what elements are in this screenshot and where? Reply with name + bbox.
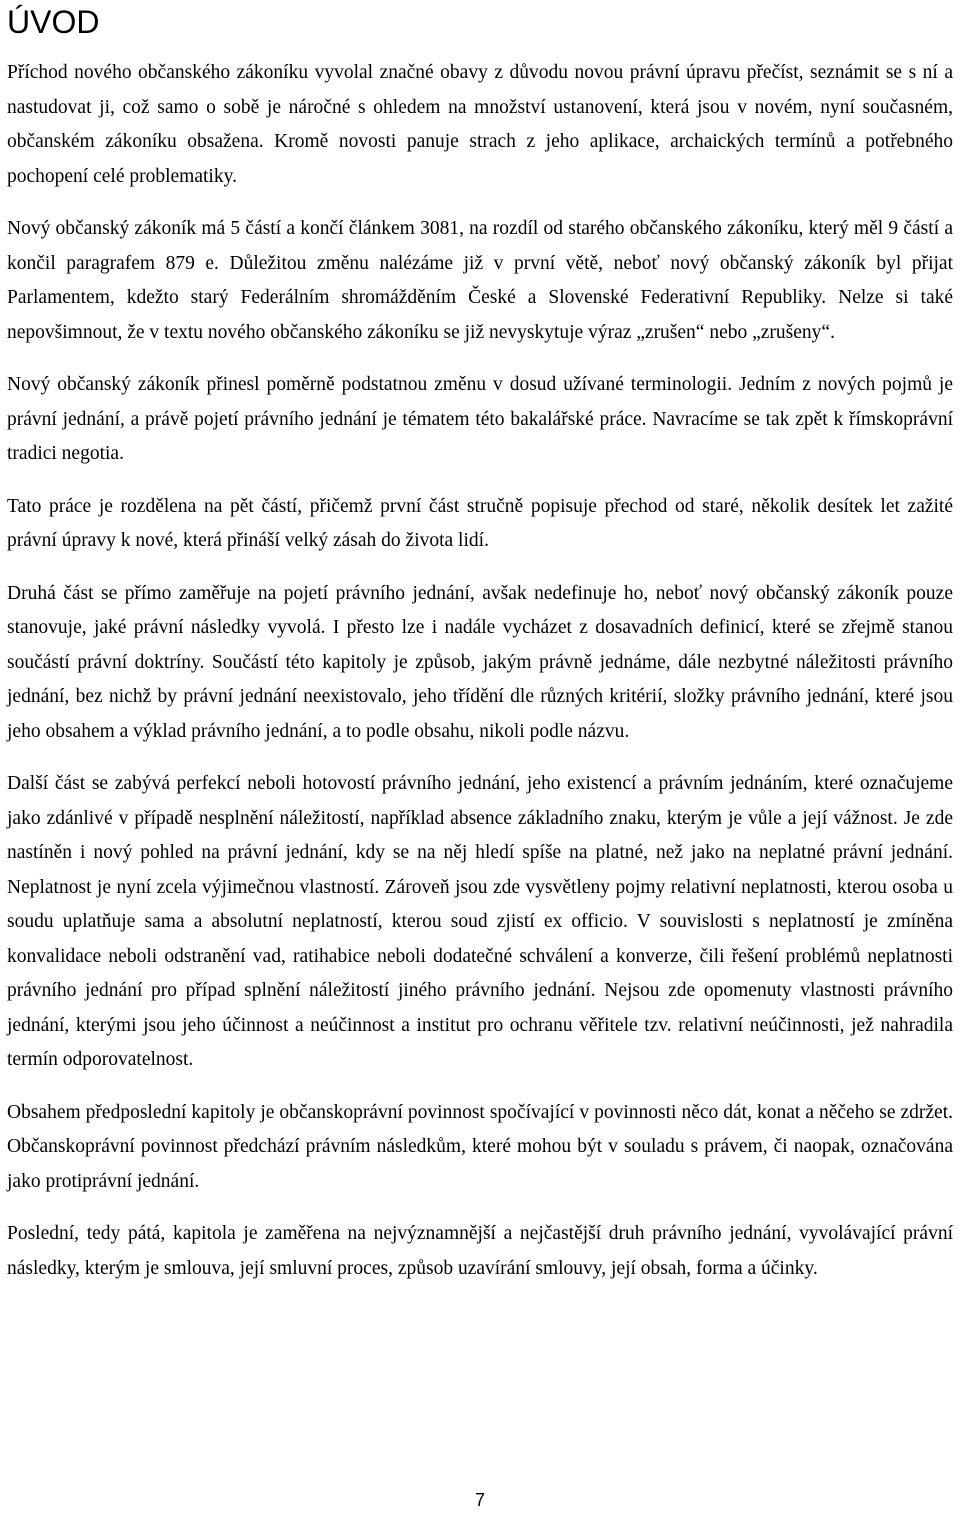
paragraph-part-three: Další část se zabývá perfekcí neboli hotovostí právního jednání, jeho existencí a právním jednáním, které označujeme jako zdánlivé v případě nesplnění náležitostí, například absence základního znaku, kterým je vůle a její vážnost. Je zde nastíněn i nový pohled na právní jednání, kdy se na něj hledí spíše na platné, než jako na neplatné právní jednání. Neplatnost je nyní zcela výjimečnou vlastností. Zároveň jsou zde vysvětleny pojmy relativní neplatnosti, kterou osoba u soudu uplatňuje sama a absolutní neplatností, kterou soud zjistí ex officio. V souvislosti s neplatností je zmíněna konvalidace neboli odstranění vad, ratihabice neboli dodatečné schválení a konverze, čili řešení problémů neplatnosti právního jednání pro případ splnění náležitostí jiného právního jednání. Nejsou zde opomenuty vlastnosti právního jednání, kterými jsou jeho účinnost a neúčinnost a institut pro ochranu věřitele tzv. relativní neúčinnosti, jež nahradila termín odporovatelnost. (7, 773, 953, 1070)
page-number: 7 (474, 1490, 485, 1510)
paragraph-part-four: Obsahem předposlední kapitoly je občanskoprávní povinnost spočívající v povinnosti něco dát, konat a něčeho se zdržet. Občanskoprávní povinnost předchází právním následkům, které mohou být v souladu s právem, či naopak, označována jako protiprávní jednání. (7, 1101, 953, 1192)
paragraph-part-one: Tato práce je rozdělena na pět částí, přičemž první část stručně popisuje přechod od staré, několik desítek let zažité právní úpravy k nové, která přináší velký zásah do života lidí. (7, 495, 953, 551)
chapter-heading: ÚVOD (7, 4, 100, 40)
paragraph-terminology: Nový občanský zákoník přinesl poměrně podstatnou změnu v dosud užívané terminologii. Jedním z nových pojmů je právní jednání, a právě pojetí právního jednání je tématem této bakalářské práce. Navracíme se tak zpět k římskoprávní tradici negotia. (7, 374, 953, 464)
document-page (7, 0, 953, 1304)
paragraph-part-two: Druhá část se přímo zaměřuje na pojetí právního jednání, avšak nedefinuje ho, neboť nový občanský zákoník pouze stanovuje, jaké právní následky vyvolá. I přesto lze i nadále vycházet z dosavadních definicí, které se zřejmě stanou součástí právní doktríny. Součástí této kapitoly je způsob, jakým právně jednáme, dále nezbytné náležitosti právního jednání, bez nichž by právní jednání neexistovalo, jeho třídění dle různých kritérií, složky právního jednání, které jsou jeho obsahem a výklad právního jednání, a to podle obsahu, nikoli podle názvu. (7, 582, 953, 742)
paragraph-part-five: Poslední, tedy pátá, kapitola je zaměřena na nejvýznamnější a nejčastější druh právního jednání, vyvolávající právní následky, kterým je smlouva, její smluvní proces, způsob uzavírání smlouvy, její obsah, forma a účinky. (7, 1223, 953, 1279)
paragraph-code-structure: Nový občanský zákoník má 5 částí a končí článkem 3081, na rozdíl od starého občanského zákoníku, který měl 9 částí a končil paragrafem 879 e. Důležitou změnu nalézáme již v první větě, neboť nový občanský zákoník byl přijat Parlamentem, kdežto starý Federálním shromážděním České a Slovenské Federativní Republiky. Nelze si také nepovšimnout, že v textu nového občanského zákoníku se již nevyskytuje výraz „zrušen“ nebo „zrušeny“. (7, 218, 953, 343)
paragraph-intro: Příchod nového občanského zákoníku vyvolal značné obavy z důvodu novou právní úpravu přečíst, seznámit se s ní a nastudovat ji, což samo o sobě je náročné s ohledem na množství ustanovení, která jsou v novém, nyní současném, občanském zákoníku obsažena. Kromě novosti panuje strach z jeho aplikace, archaických termínů a potřebného pochopení celé problematiky. (7, 62, 953, 187)
